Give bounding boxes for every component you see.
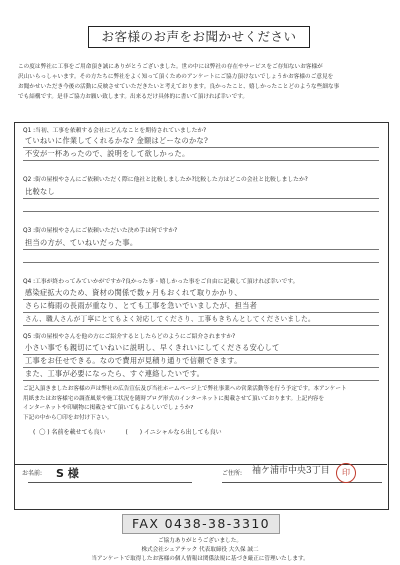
answer-line [23, 211, 379, 212]
permission-line: インターネットや印刷物に掲載させて頂いてもよろしいでしょうか? [23, 405, 194, 411]
intro-line: お聞かせいただき今後の活動に反映させていただきたいと考えております。良かったこと、嬉しかったことどのような些細な事 [18, 84, 340, 90]
question-3: Q3 :街の屋根やさんにご依頼いただいた決め手は何ですか? [23, 228, 178, 234]
answer-5-line: 工事をお任せできる。なので費用が見積り通りで信頼できます。 [25, 356, 242, 365]
question-5: Q5 :街の屋根やさんを他の方にご紹介するとしたらどのようにご紹介されますか? [23, 334, 236, 340]
intro-text [18, 62, 384, 102]
question-2: Q2 :街の屋根やさんにご依頼いただく際に他社と比較しましたか?比較した方はどこの会社と比較しましたか? [23, 177, 308, 183]
answer-4-line: 感染症拡大のため、資材の関係で数ヶ月もおくれて取りかかり、 [25, 288, 242, 297]
answer-1-line: ていねいに作業してくれるかな? 金額はどーなのかな? [25, 136, 209, 145]
seal-stamp: 印 [336, 463, 356, 483]
selected-mark: 〇 [39, 428, 46, 436]
company-name: 株式会社シェアテック 代表取締役 大久保 誠二 [141, 547, 259, 553]
question-4: Q4 :工事が終わってみていかがですか?良かった事・嬉しかった事をご自由に記載して頂ければ幸いです。 [23, 279, 299, 285]
permission-line: 用紙またはお客様宅の調査風景や施工状況を随時ブログ形式のインターネットに掲載させて頂いております。上記内容を [23, 395, 325, 402]
answer-5-line: 小さい事でも親切にていねいに説明し、早くきれいにしてくださる安心して [25, 343, 280, 352]
name-label: お名前: [22, 470, 43, 477]
address-underline [222, 482, 382, 483]
survey-form [14, 122, 389, 510]
customer-name: S 様 [56, 467, 79, 480]
answer-2-line: 比較なし [25, 187, 55, 196]
answer-line [23, 198, 379, 199]
customer-info [14, 464, 387, 483]
answer-line [23, 160, 379, 161]
option-name-ok[interactable]: ( 〇 ) 名前を載せても良い [33, 428, 106, 436]
privacy-note: 当アンケートで取得したお客様の個人情報は関係法規に基づき厳正に管理いたします。 [91, 556, 309, 562]
intro-line: この度は弊社に工事をご用命頂き誠にありがとうございました。世の中には弊社の存在やサービスをご存知ないお客様が [18, 64, 323, 70]
name-underline [28, 482, 192, 483]
answer-3-line: 担当の方が、ていねいだった事。 [25, 238, 138, 247]
address-label: ご住所: [222, 470, 243, 477]
intro-line: 沢山いらっしゃいます。その方たちに弊社をよく知って頂くためのアンケートにご協力頂けないでしょうかお客様のご意見を [18, 74, 334, 80]
answer-line [23, 262, 379, 263]
permission-text [23, 385, 383, 423]
permission-options [33, 427, 222, 436]
intro-line: でも結構です。是非ご協力お願い致します。出来るだけ具体的に書いて頂ければ幸いです。 [18, 94, 249, 100]
option-initial-ok[interactable]: ( ) イニシャルなら出しても良い [125, 429, 222, 436]
permission-prompt: 下記の中から〇印をお付け下さい。 [23, 414, 113, 421]
page-title: お客様のお声をお聞かせください [88, 26, 310, 48]
answer-4-line: さん、職人さんが丁寧にとてもよく対応してくださり、工事もきちんとしてくださいました。 [25, 315, 315, 323]
option-label: 名前を載せても良い [51, 429, 106, 436]
thanks-text: ご協力ありがとうございました。 [158, 538, 242, 544]
answer-line [23, 325, 379, 326]
answer-1-line: 不安が一杯あったので、説明をして欲しかった。 [25, 149, 190, 158]
answer-5-line: また、工事が必要になったら、すぐ連絡したいです。 [25, 369, 205, 378]
permission-line: ご記入頂きましたお客様の声は弊社の広告宣伝及び当社ホームページ上で弊社事業への営業活動等を行う予定です。本アンケート [23, 386, 347, 392]
option-label: イニシャルなら出しても良い [143, 429, 222, 436]
answer-line [23, 380, 379, 381]
answer-line [23, 249, 379, 250]
question-1: Q1 :当初、工事を依頼する会社にどんなことを期待されていましたか? [23, 128, 207, 134]
fax-number: FAX 0438-38-3310 [122, 514, 280, 534]
answer-4-line: さらに梅雨の長雨が重なり、とても工事を急いでいましたが、担当者 [25, 301, 258, 310]
customer-address: 袖ケ浦市中央3丁目 [252, 466, 330, 476]
